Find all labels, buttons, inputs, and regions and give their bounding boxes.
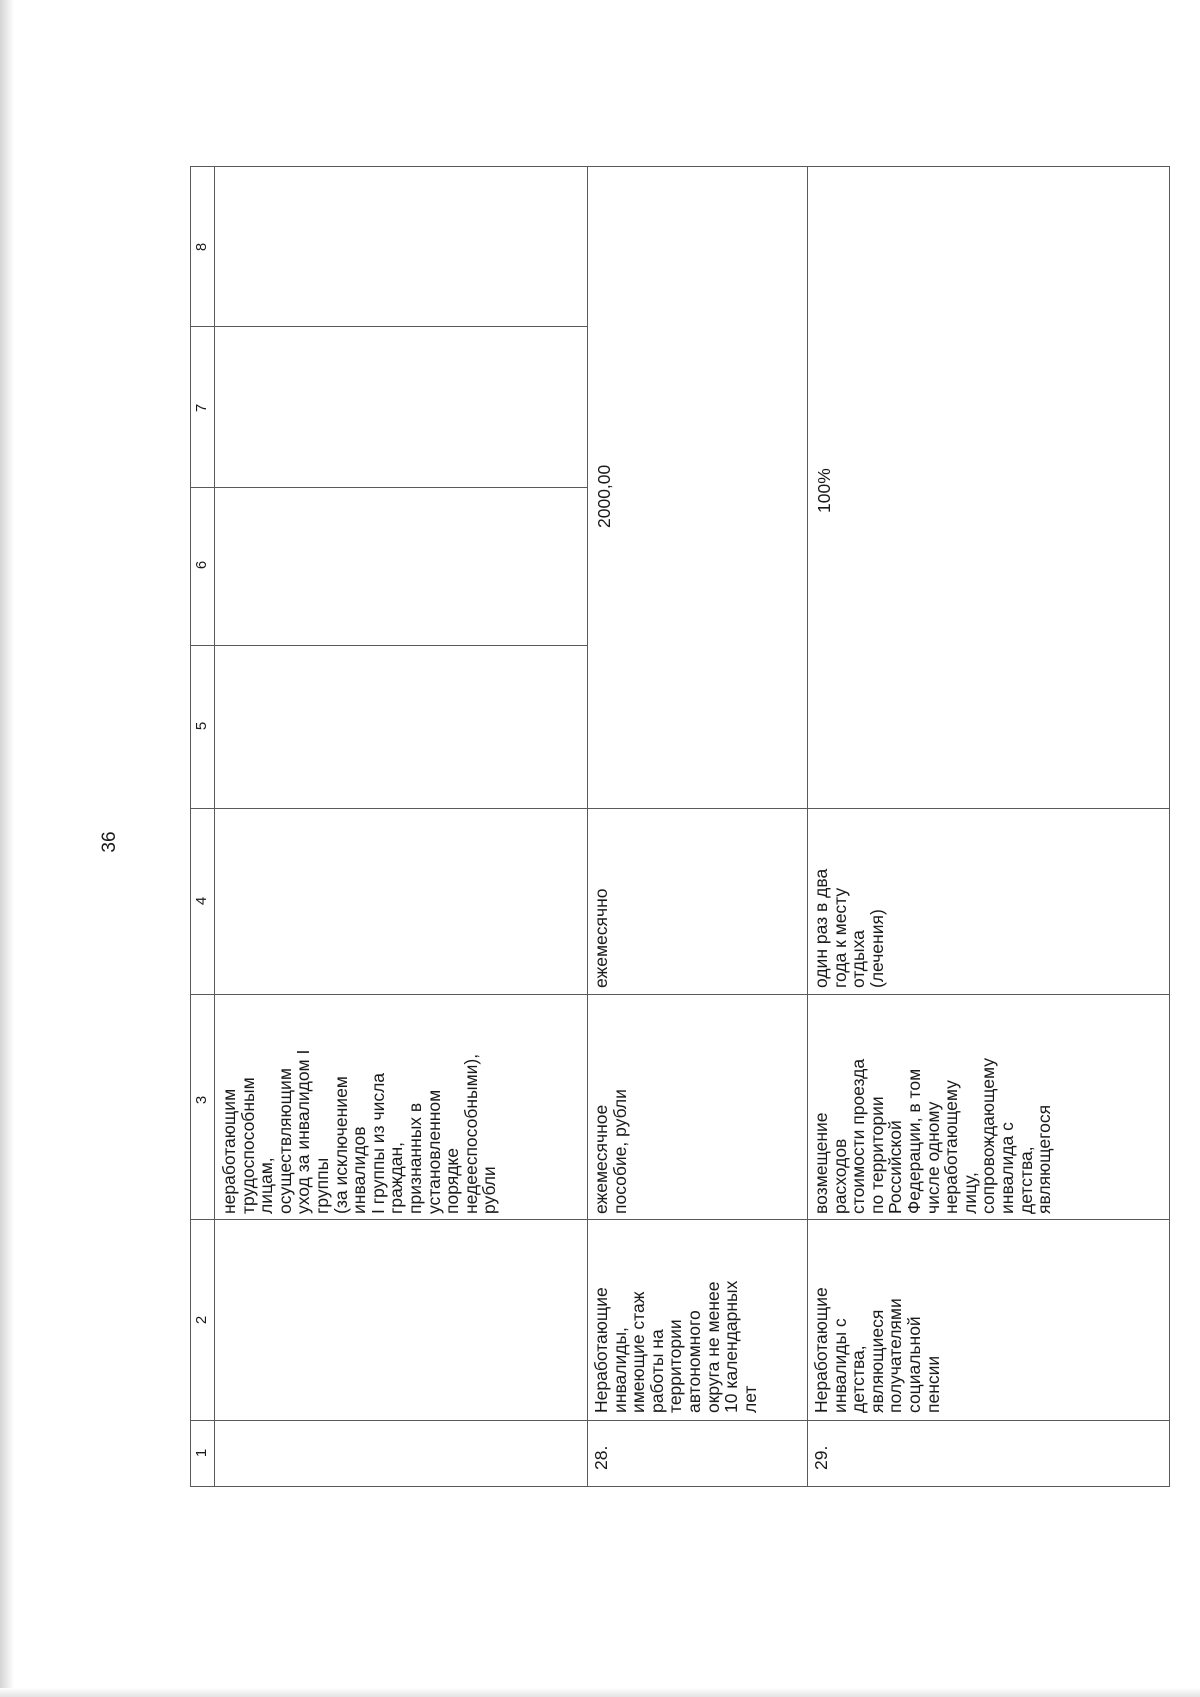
column-header: 3 [193, 1095, 210, 1105]
row-number: 29. [811, 1445, 831, 1470]
table-border-bottom [190, 1486, 1170, 1487]
table-cell-measure: возмещение расходов стоимости проезда по территории Российской Федерации, в том числе одному неработающему лицу, сопровождающему инвалида с детства, являющегося [811, 1058, 1055, 1214]
column-header: 5 [193, 721, 210, 731]
table-cell-amount: 100% [814, 468, 834, 513]
table-rule [190, 1420, 1170, 1421]
table-rule [190, 1219, 1170, 1220]
table-cell-frequency: ежемесячно [591, 888, 611, 988]
header-row-rule [214, 166, 215, 1486]
column-header: 8 [193, 242, 210, 252]
table-cell-category: Неработающие инвалиды, имеющие стаж работы на территории автономного округа не менее 10 календарных лет [591, 1280, 760, 1413]
column-header: 6 [193, 560, 210, 570]
column-header: 4 [193, 896, 210, 906]
table-cell-amount: 2000,00 [594, 464, 614, 528]
scan-edge [0, 1688, 1200, 1697]
table-cell-frequency: один раз в два года к месту отдыха (лечения) [811, 868, 887, 988]
table-rule [190, 645, 588, 646]
column-header: 1 [193, 1448, 210, 1458]
table-rule [807, 166, 808, 1486]
table-rule [190, 994, 1170, 995]
table-rule [190, 487, 588, 488]
page-number: 36 [99, 831, 120, 853]
table-cell-category: Неработающие инвалиды с детства, являющиеся получателями социальной пенсии [811, 1287, 943, 1413]
table-border-right [1169, 166, 1170, 1486]
table-rule [190, 808, 1170, 809]
table-rule [587, 166, 588, 1486]
table-border-top [190, 166, 1170, 167]
column-header: 2 [193, 1315, 210, 1325]
table-cell-measure: ежемесячное пособие, рубли [591, 1089, 630, 1214]
row-number: 28. [591, 1445, 611, 1470]
table-rule [190, 326, 588, 327]
table-cell-measure: неработающим трудоспособным лицам, осуществляющим уход за инвалидом I группы (за исключением инвалидов I группы из числа граждан, признанных в установленном порядке недееспособными), рубли [219, 1049, 500, 1214]
scan-edge [0, 0, 14, 1697]
table-border-left [190, 166, 191, 1486]
column-header: 7 [193, 403, 210, 413]
